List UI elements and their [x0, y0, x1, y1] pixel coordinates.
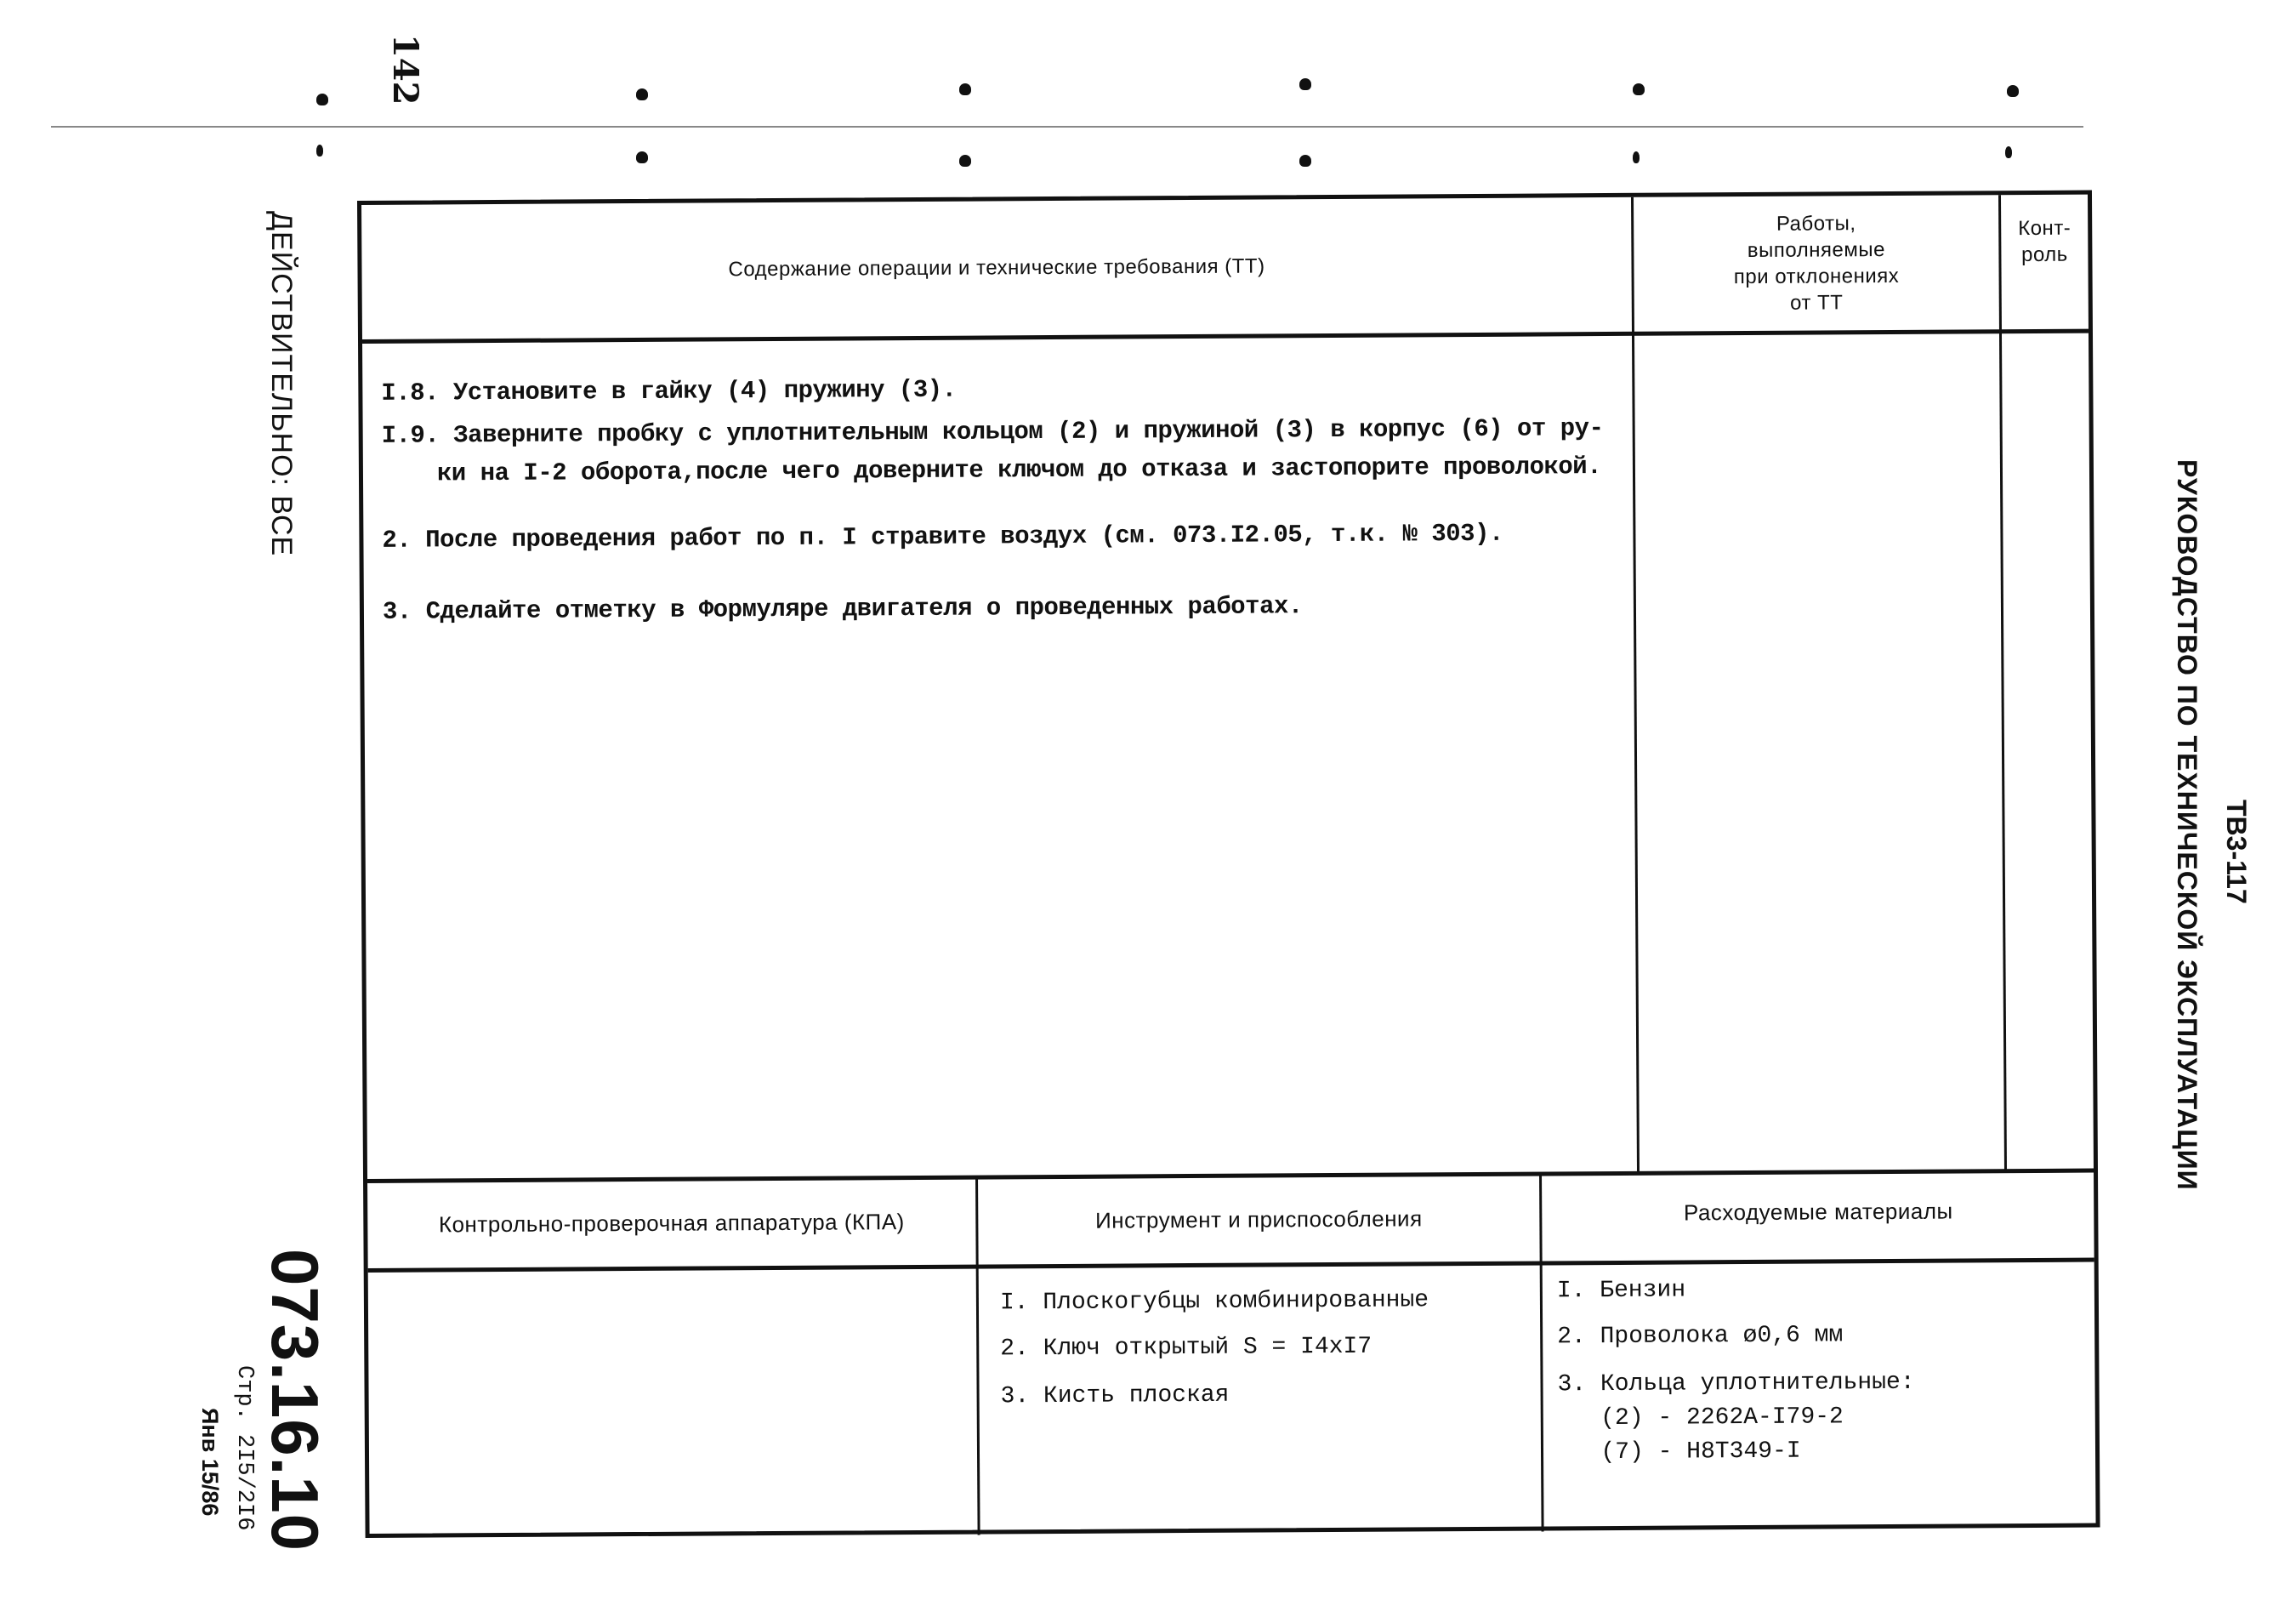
manual-title: РУКОВОДСТВО ПО ТЕХНИЧЕСКОЙ ЭКСПЛУАТАЦИИ	[2172, 459, 2202, 1191]
page-reference: Стр. 2I5/2I6	[231, 1365, 257, 1531]
step-number: I.8.	[381, 379, 440, 407]
header-content-column	[361, 197, 1632, 339]
step-2	[382, 520, 1503, 555]
kpa-cell	[368, 1269, 978, 1536]
document-number: 073.16.10	[258, 1249, 332, 1552]
material-item: 2. Проволока ø0,6 мм	[1557, 1322, 1844, 1351]
punch-hole-mark	[636, 88, 648, 100]
step-1-8	[381, 376, 956, 407]
header-control-line: роль	[2020, 242, 2068, 267]
revision-date: Янв 15/86	[197, 1408, 223, 1517]
punch-hole-mark	[316, 145, 323, 157]
material-item: (2) - 2262А-I79-2	[1557, 1404, 1844, 1432]
step-number: 3.	[382, 597, 412, 626]
handwritten-page-mark: 142	[385, 34, 425, 105]
scan-fold-line	[51, 126, 2083, 128]
step-number: I.9.	[381, 421, 440, 450]
header-control-line: Конт-	[2018, 216, 2072, 240]
step-text: Установите в гайку (4) пружину (3).	[452, 375, 957, 407]
step-text: После проведения работ по п. I стравите воздух (см. 073.I2.05, т.к. № 303).	[425, 519, 1503, 555]
punch-hole-mark	[1299, 78, 1311, 90]
punch-hole-mark	[1633, 151, 1640, 163]
material-item: (7) - Н8Т349-I	[1557, 1438, 1801, 1466]
step-1-9-continuation	[437, 453, 1601, 488]
material-item: I. Бензин	[1556, 1277, 1686, 1305]
step-3	[383, 592, 1303, 626]
header-tools	[978, 1176, 1540, 1265]
tool-item: 3. Кисть плоская	[1000, 1381, 1230, 1410]
column-divider	[1631, 197, 1640, 1174]
step-number: 2.	[382, 526, 412, 555]
header-deviations-column	[1634, 195, 1999, 332]
tool-item: I. Плоскогубцы комбинированные	[999, 1287, 1429, 1317]
header-control-column	[2001, 195, 2089, 289]
header-kpa-label: Контрольно-проверочная аппаратура (КПА)	[438, 1209, 905, 1238]
header-deviations-line: выполняемые	[1747, 237, 1885, 262]
header-materials	[1542, 1169, 2095, 1257]
step-text: ки на I-2 оборота,после чего доверните ключом до отказа и застопорите проволокой.	[436, 453, 1602, 488]
tool-item: 2. Ключ открытый S = I4xI7	[1000, 1333, 1372, 1363]
punch-hole-mark	[2007, 85, 2019, 97]
punch-hole-mark	[2005, 146, 2012, 158]
step-1-9	[382, 414, 1604, 450]
step-text: Заверните пробку с уплотнительным кольцом (2) и пружиной (3) в корпус (6) от ру-	[453, 414, 1604, 450]
material-item: 3. Кольца уплотнительные:	[1557, 1369, 1915, 1398]
operation-card-table	[357, 191, 2100, 1538]
step-text: Сделайте отметку в Формуляре двигателя о проведенных работах.	[425, 592, 1303, 626]
header-deviations-line: Работы,	[1776, 211, 1856, 236]
header-content-label: Содержание операции и технические требования (ТТ)	[728, 254, 1265, 282]
engine-model: ТВ3-117	[2221, 800, 2252, 904]
header-kpa	[367, 1180, 976, 1268]
punch-hole-mark	[316, 94, 328, 105]
punch-hole-mark	[1299, 155, 1311, 167]
header-tools-label: Инструмент и приспособления	[1094, 1205, 1423, 1233]
punch-hole-mark	[959, 155, 971, 167]
punch-hole-mark	[1633, 83, 1645, 95]
punch-hole-mark	[636, 151, 648, 163]
validity-note: ДЕЙСТВИТЕЛЬНО: ВСЕ	[265, 211, 298, 557]
punch-hole-mark	[959, 83, 971, 95]
column-divider	[1998, 195, 2007, 1171]
header-deviations-line: при отклонениях	[1733, 264, 1900, 289]
header-deviations-line: от ТТ	[1790, 291, 1844, 315]
header-materials-label: Расходуемые материалы	[1683, 1198, 1953, 1226]
